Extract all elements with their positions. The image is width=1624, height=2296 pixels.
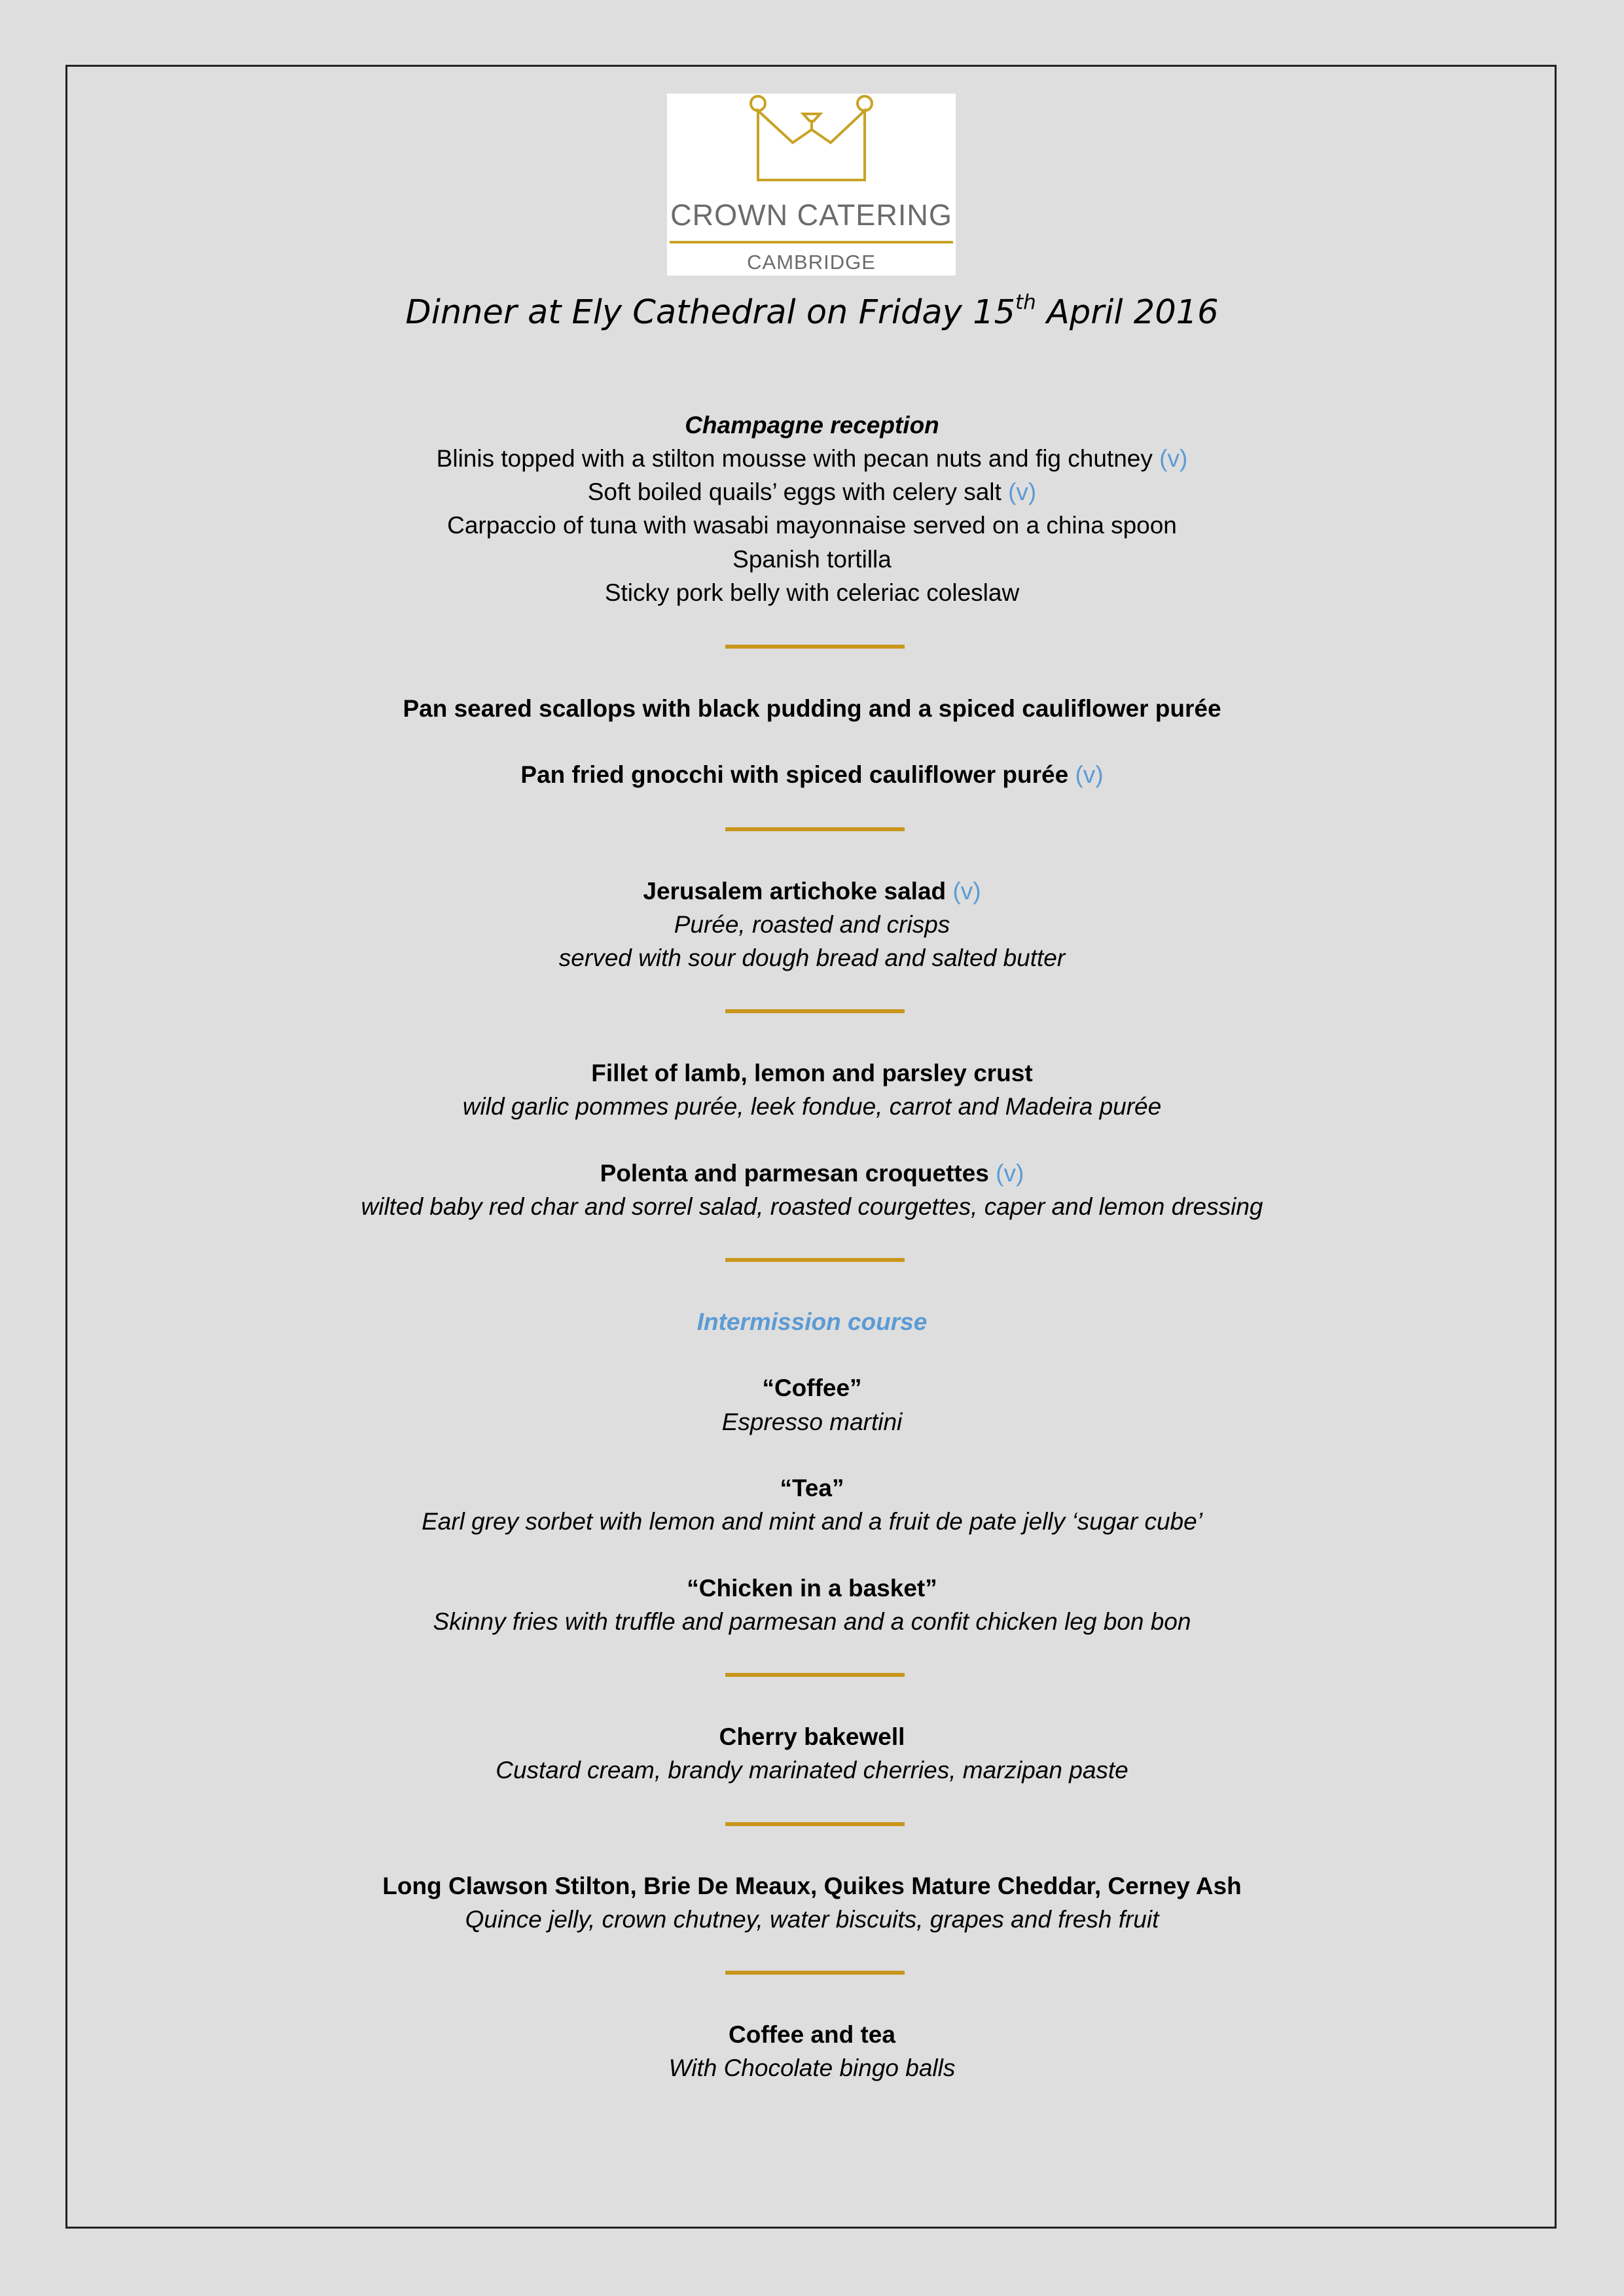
cheese-accompaniments: Quince jelly, crown chutney, water biscuits, grapes and fresh fruit xyxy=(465,1906,1159,1933)
vegetarian-mark: (v) xyxy=(952,878,981,905)
intermission-item-name: “Tea” xyxy=(780,1475,844,1501)
vegetarian-mark: (v) xyxy=(1008,478,1037,505)
main-course-description: wild garlic pommes purée, leek fondue, carrot and Madeira purée xyxy=(462,1093,1162,1120)
reception-item-text: Blinis topped with a stilton mousse with pecan nuts and fig chutney xyxy=(436,445,1160,472)
reception-item: Spanish tortilla xyxy=(732,546,892,573)
intermission-heading: Intermission course xyxy=(696,1308,928,1335)
title-date-text: Dinner at Ely Cathedral on Friday 15 xyxy=(405,293,1015,332)
vegetarian-mark: (v) xyxy=(1075,761,1104,788)
course-separator xyxy=(725,1009,905,1013)
course-separator xyxy=(725,827,905,831)
main-course-name: Fillet of lamb, lemon and parsley crust xyxy=(591,1060,1033,1086)
crown-catering-logo xyxy=(667,94,956,276)
intermission-item-description: Earl grey sorbet with lemon and mint and a fruit de pate jelly ‘sugar cube’ xyxy=(422,1508,1202,1535)
dessert-name: Cherry bakewell xyxy=(719,1723,905,1750)
main-course-vegetarian-description: wilted baby red char and sorrel salad, roasted courgettes, caper and lemon dressing xyxy=(361,1193,1263,1220)
logo-location: CAMBRIDGE xyxy=(747,251,876,274)
starter-main: Pan seared scallops with black pudding and a spiced cauliflower purée xyxy=(403,695,1221,722)
course-separator xyxy=(725,1258,905,1262)
cheese-selection: Long Clawson Stilton, Brie De Meaux, Quikes Mature Cheddar, Cerney Ash xyxy=(382,1873,1242,1899)
logo-brand-name: CROWN CATERING xyxy=(670,198,952,232)
main-course-vegetarian-name xyxy=(0,1157,1624,1190)
reception-item xyxy=(0,442,1624,475)
intermission-item-name: “Coffee” xyxy=(762,1374,862,1401)
intermission-item-description: Espresso martini xyxy=(721,1408,903,1435)
salad-name xyxy=(0,875,1624,908)
intermission-item-description: Skinny fries with truffle and parmesan and a confit chicken leg bon bon xyxy=(433,1608,1191,1635)
reception-item: Carpaccio of tuna with wasabi mayonnaise served on a china spoon xyxy=(447,512,1177,539)
title-month-year: April 2016 xyxy=(1036,293,1219,332)
dessert-description: Custard cream, brandy marinated cherries, marzipan paste xyxy=(496,1757,1128,1784)
starter-vegetarian xyxy=(0,759,1624,791)
salad-accompaniment: served with sour dough bread and salted butter xyxy=(558,944,1066,971)
finale-description: With Chocolate bingo balls xyxy=(668,2054,956,2081)
main-course-vegetarian-text: Polenta and parmesan croquettes xyxy=(600,1160,996,1187)
starter-vegetarian-text: Pan fried gnocchi with spiced cauliflower purée xyxy=(520,761,1075,788)
course-separator xyxy=(725,1673,905,1677)
reception-item: Sticky pork belly with celeriac coleslaw xyxy=(604,579,1020,606)
course-separator xyxy=(725,1822,905,1826)
crown-icon xyxy=(667,94,956,276)
course-separator xyxy=(725,1971,905,1975)
vegetarian-mark: (v) xyxy=(996,1160,1024,1187)
title-ordinal-suffix: th xyxy=(1015,291,1036,314)
logo-divider xyxy=(670,241,953,243)
menu-title xyxy=(0,292,1624,334)
reception-item-text: Soft boiled quails’ eggs with celery salt xyxy=(587,478,1009,505)
salad-name-text: Jerusalem artichoke salad xyxy=(643,878,953,905)
intermission-item-name: “Chicken in a basket” xyxy=(687,1575,937,1602)
course-separator xyxy=(725,645,905,649)
reception-item xyxy=(0,476,1624,509)
reception-heading: Champagne reception xyxy=(685,412,939,439)
salad-description: Purée, roasted and crisps xyxy=(674,911,950,938)
finale-name: Coffee and tea xyxy=(729,2021,895,2048)
vegetarian-mark: (v) xyxy=(1159,445,1188,472)
